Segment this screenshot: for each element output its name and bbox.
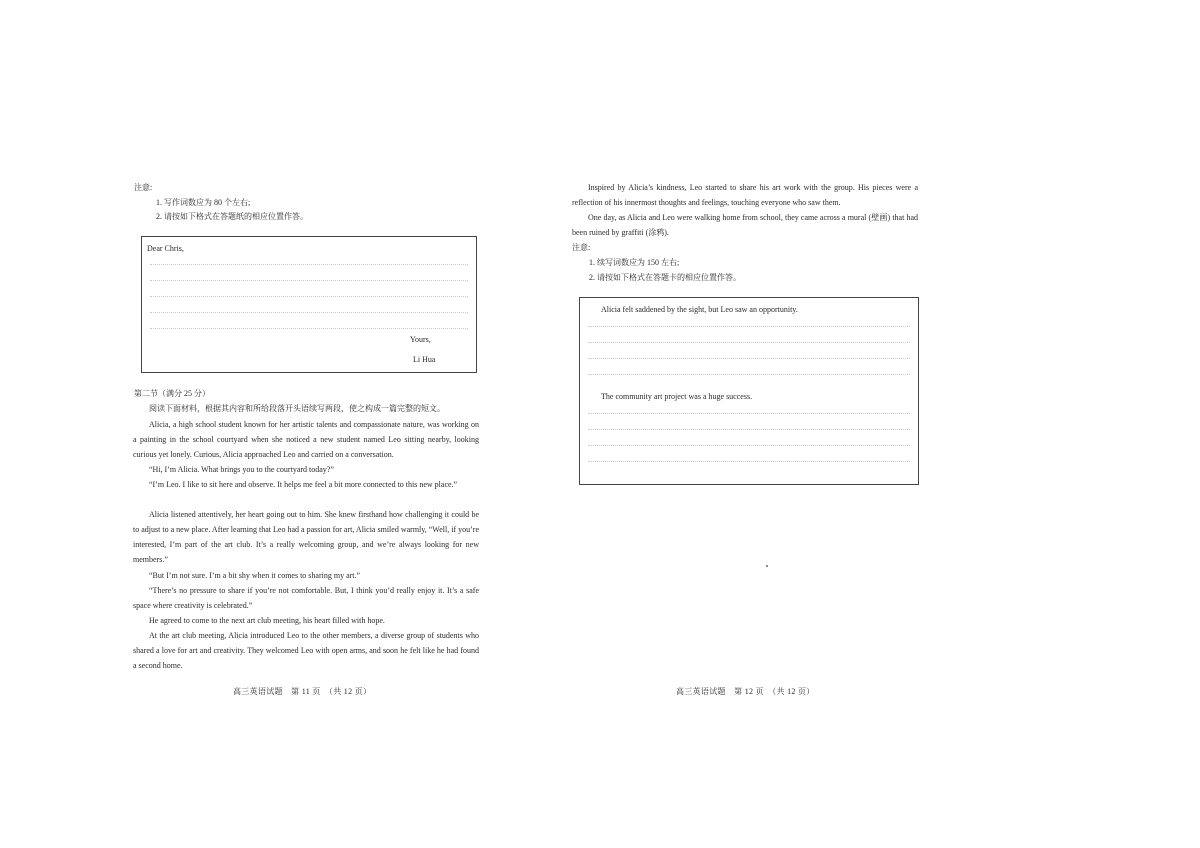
story-paragraph: One day, as Alicia and Leo were walking home from school, they came across a mural (壁画) that had been ruined by graffiti (涂鸦).	[572, 213, 918, 237]
writing-line	[150, 264, 468, 265]
note-item: 2. 请按如下格式在答题纸的相应位置作答。	[156, 212, 308, 221]
page-footer: 高三英语试题 第 11 页 （共 12 页）	[233, 687, 372, 696]
paragraph-opening-1: Alicia felt saddened by the sight, but Leo saw an opportunity.	[601, 305, 798, 314]
writing-line	[588, 413, 910, 414]
writing-line	[588, 326, 910, 327]
story-paragraph: Alicia, a high school student known for her artistic talents and compassionate nature, was working on a painting in the school courtyard when she noticed a new student named Leo sitting nearby, looking curious yet lonely. Curious, Alicia approached Leo and carried on a conversation.	[133, 420, 479, 459]
letter-writing-box	[141, 236, 477, 373]
story-paragraph: At the art club meeting, Alicia introduced Leo to the other members, a diverse group of students who shared a love for art and creativity. They welcomed Leo with open arms, and soon he felt like he had found a second home.	[133, 631, 479, 670]
writing-line	[150, 280, 468, 281]
notes-heading: 注意:	[134, 183, 153, 192]
note-item: 1. 写作词数应为 80 个左右;	[156, 198, 251, 207]
letter-salutation: Dear Chris,	[147, 244, 184, 253]
section-heading: 第二节（满分 25 分）	[134, 389, 210, 398]
instruction-text: 阅读下面材料，根据其内容和所给段落开头语续写两段，使之构成一篇完整的短文。	[149, 404, 445, 413]
story-paragraph: “There’s no pressure to share if you’re not comfortable. But, I think you’d really enjoy it. It’s a safe space where creativity is celebrated.”	[133, 586, 479, 610]
paragraph-opening-2: The community art project was a huge success.	[601, 392, 753, 401]
note-item: 2. 请按如下格式在答题卡的相应位置作答。	[589, 273, 741, 282]
story-paragraph: “I’m Leo. I like to sit here and observe. It helps me feel a bit more connected to this new place.”	[149, 480, 458, 489]
writing-line	[150, 328, 468, 329]
letter-signature: Li Hua	[413, 355, 436, 364]
notes-heading: 注意:	[572, 243, 591, 252]
writing-line	[588, 342, 910, 343]
note-item: 1. 续写词数应为 150 左右;	[589, 258, 680, 267]
writing-line	[588, 461, 910, 462]
story-paragraph: Inspired by Alicia’s kindness, Leo started to share his art work with the group. His pieces were a reflection of his innermost thoughts and feelings, touching everyone who saw them.	[572, 183, 918, 207]
story-paragraph: “Hi, I’m Alicia. What brings you to the courtyard today?”	[149, 465, 334, 474]
writing-line	[150, 296, 468, 297]
writing-line	[588, 429, 910, 430]
continuation-writing-box	[579, 297, 919, 485]
writing-line	[588, 374, 910, 375]
writing-line	[150, 312, 468, 313]
story-paragraph: He agreed to come to the next art club meeting, his heart filled with hope.	[149, 616, 385, 625]
right-page	[572, 0, 1200, 848]
writing-line	[588, 445, 910, 446]
writing-line	[588, 358, 910, 359]
page-footer: 高三英语试题 第 12 页 （共 12 页）	[676, 687, 815, 696]
letter-closing: Yours,	[410, 335, 431, 344]
scan-speck	[766, 565, 768, 567]
story-paragraph: Alicia listened attentively, her heart going out to him. She knew firsthand how challenging it could be to adjust to a new place. After learning that Leo had a passion for art, Alicia smiled warmly, “Well, if you’re interested, I’m part of the art club. It’s a really welcoming group, and we’re always looking for new members.”	[133, 510, 479, 564]
story-paragraph: “But I’m not sure. I’m a bit shy when it comes to sharing my art.”	[149, 571, 361, 580]
